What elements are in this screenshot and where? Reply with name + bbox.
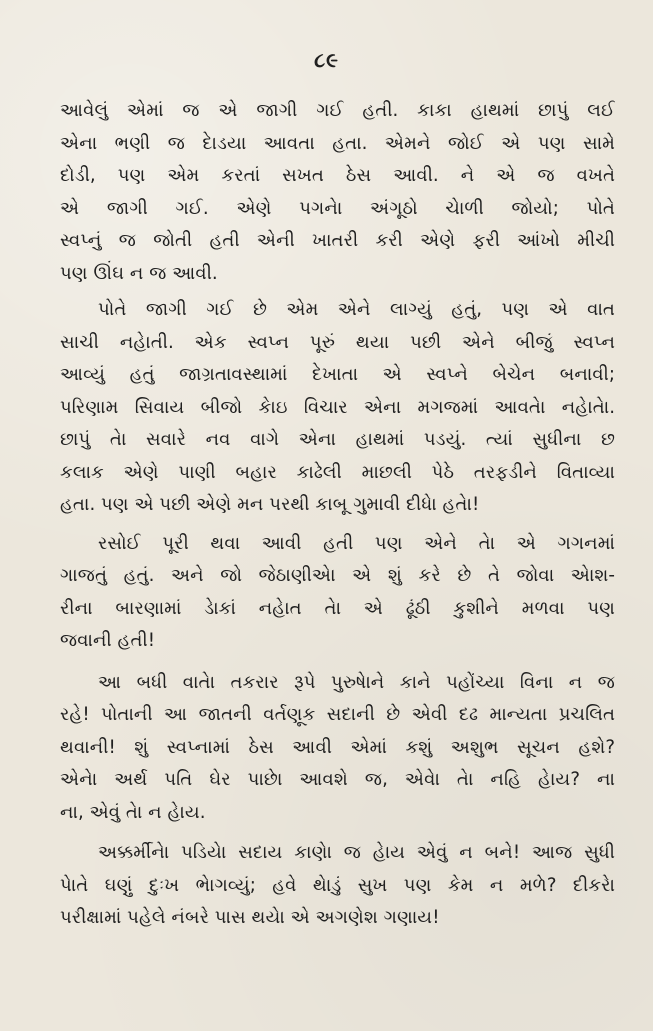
paragraph-2 — [60, 294, 615, 522]
paragraph-1 — [60, 95, 615, 290]
text-line: થવાની! શું સ્વપ્નામાં ઠેસ આવી એમાં કશું અશુભ સૂચન હશે? — [60, 736, 615, 758]
text-line: રસોઈ પૂરી થવા આવી હતી પણ એને તેા એ ગગનમાં — [98, 532, 615, 554]
text-line: એનેા અર્થ પતિ ઘેર પાછેા આવશે જ, એવેા તેા નહિ હેાય? ના — [60, 769, 615, 790]
text-line: અક્કર્મીનેા પડિયેા સદાય કાણેા જ હેાય એવું ન બને! આજ સુધી — [98, 842, 615, 863]
text-line: ના, એવું તેા ન હેાય. — [60, 801, 206, 823]
text-line: એના ભણી જ દેાડયા આવતા હતા. એમને જોઈ એ પણ સામે — [60, 132, 615, 154]
text-line: રહે! પોતાની આ જાતની વર્તણૂક સદાની છે એવી દઢ માન્યતા પ્રચલિત — [60, 704, 615, 725]
page-number: ૮૯ — [314, 48, 339, 72]
text-line: આ બધી વાતેા તકરાર રૂપે પુરુષેાને કાને પહોંચ્યા વિના ન જ — [98, 671, 615, 693]
text-line: ગાજતું હતું. અને જો જેઠાણીએા એ શું કરે છે તે જોવા એાશ- — [60, 565, 615, 586]
text-line: આવેલું એમાં જ એ જાગી ગઈ હતી. કાકા હાથમાં છાપું લઈ — [60, 100, 615, 121]
paragraph-5 — [60, 837, 615, 935]
main-text — [60, 95, 615, 949]
text-line: પરીક્ષામાં પહેલે નંબરે પાસ થયેા એ અગણેશ ગણાય! — [60, 907, 440, 928]
text-line: સ્વપ્નું જ જોતી હતી એની ખાતરી કરી એણે ફરી આંખો મીચી — [60, 230, 615, 251]
text-line: પોતે જાગી ગઈ છે એમ એને લાગ્યું હતું, પણ એ વાત — [98, 299, 615, 320]
text-line: સાચી નહેાતી. એક સ્વપ્ન પૂરું થયા પછી એને બીજું સ્વપ્ન — [60, 331, 615, 353]
text-line: કલાક એણે પાણી બહાર કાઢેલી માછલી પેઠે તરફડીને વિતાવ્યા — [60, 461, 615, 483]
text-line: હતા. પણ એ પછી એણે મન પરથી કાબૂ ગુમાવી દીધેા હતેા! — [60, 494, 480, 515]
text-line: છાપું તેા સવારે નવ વાગે એના હાથમાં પડયું. ત્યાં સુધીના છ — [60, 429, 615, 450]
text-line: પરિણામ સિવાય બીજો કેાઇ વિચાર એના મગજમાં આવતેા નહેાતેા. — [60, 396, 615, 418]
text-line: દોડી, પણ એમ કરતાં સખત ઠેસ આવી. ને એ જ વખતે — [60, 165, 615, 186]
paragraph-3 — [60, 528, 615, 658]
text-line: રીના બારણામાં ડેાકાં નહેાત તેા એ ઢૂંઠી કુશીને મળવા પણ — [60, 597, 615, 619]
text-line: આવ્યું હતું જાગ્રતાવસ્થામાં દેખાતા એ સ્વપ્ને બેચેન બનાવી; — [60, 364, 615, 385]
paragraph-4 — [60, 667, 615, 830]
text-line: પેાતે ઘણું દુઃખ ભેાગવ્યું; હવે થેાડું સુખ પણ કેમ ન મળે? દીકરેા — [60, 874, 615, 896]
text-line: જવાની હતી! — [60, 630, 156, 651]
text-line: પણ ઊંઘ ન જ આવી. — [60, 262, 218, 284]
text-line: એ જાગી ગઈ. એણે પગનેા અંગૂઠો ચેાળી જોયો; પોતે — [60, 197, 615, 219]
